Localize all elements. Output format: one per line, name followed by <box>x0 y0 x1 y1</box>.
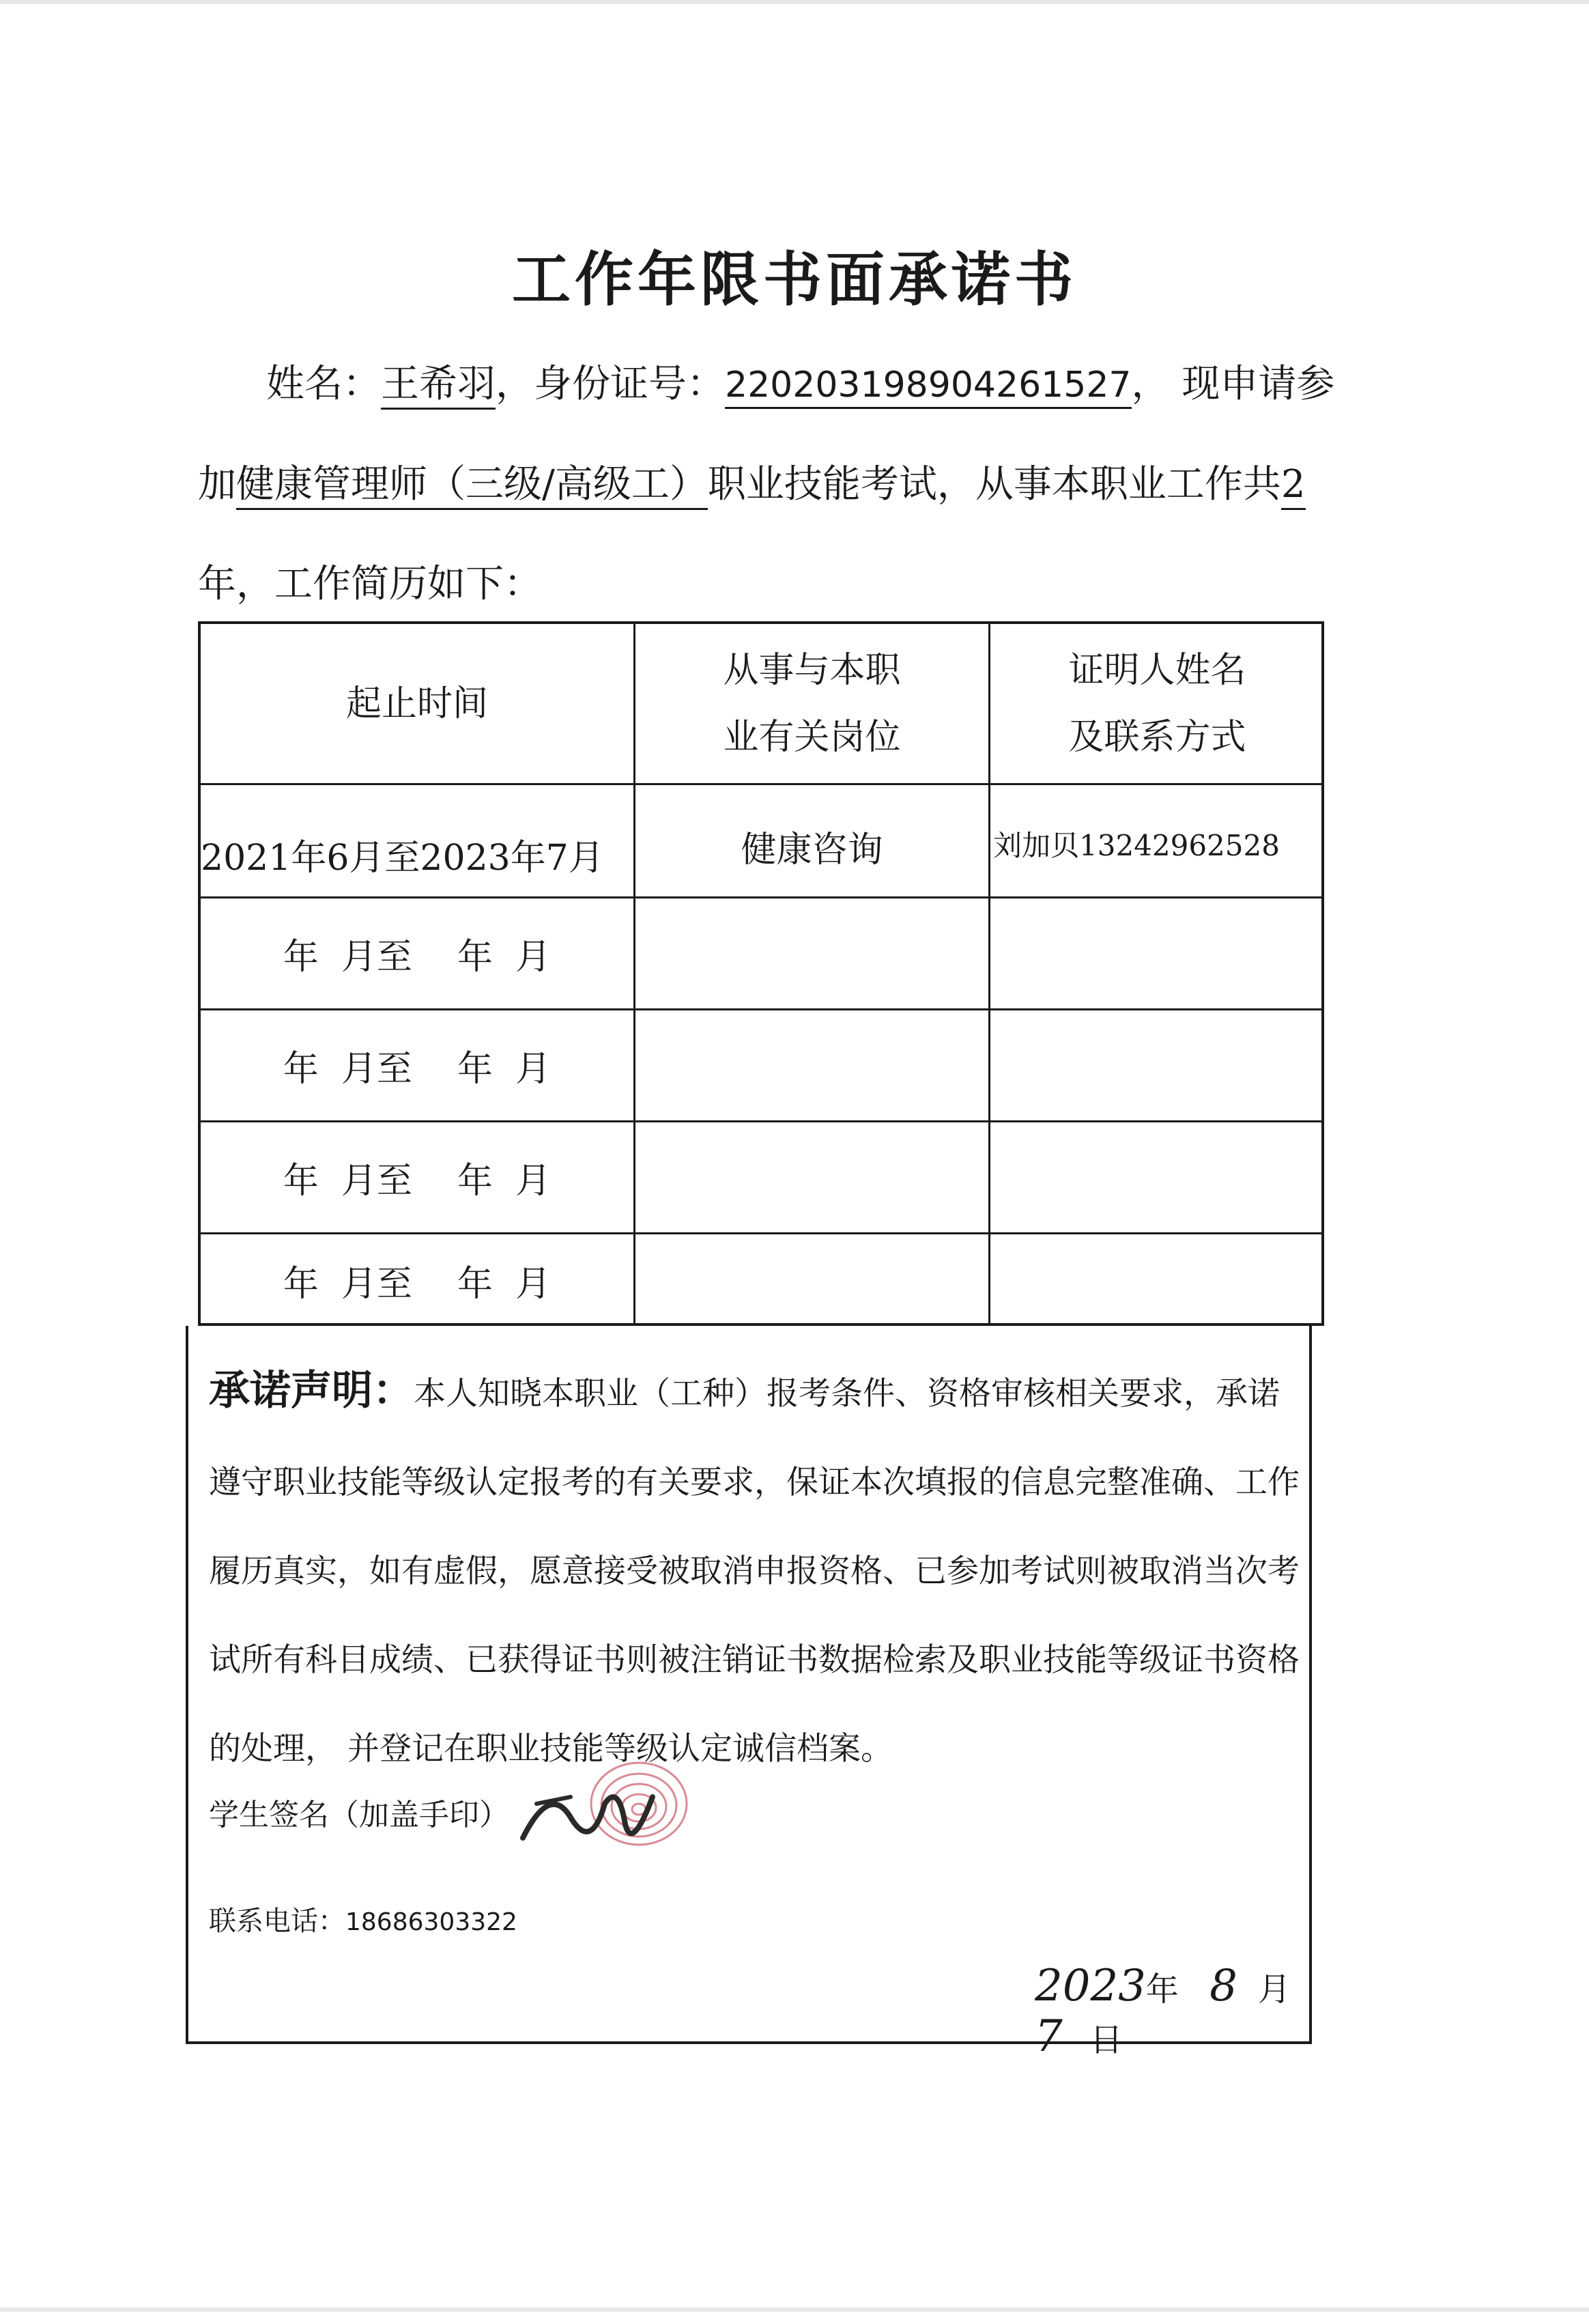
declaration-box <box>186 1326 1312 2062</box>
phone-line <box>209 1899 517 1938</box>
period-cell: 年 月至 年 月 <box>201 1234 635 1326</box>
date-day-label: 日 <box>1089 2021 1123 2059</box>
date-month: 8 <box>1209 1961 1237 2011</box>
header-position: 从事与本职业有关岗位 <box>635 624 990 783</box>
date-year-label: 年 <box>1145 1970 1179 2009</box>
witness-cell <box>990 1010 1324 1120</box>
witness-cell: 刘加贝13242962528 <box>993 829 1280 862</box>
position-cell <box>635 1010 990 1120</box>
phone-label: 联系电话： <box>209 1905 345 1937</box>
exam-text: 职业技能考试，从事本职业工作共 <box>707 462 1281 507</box>
period-cell: 年 月至 年 月 <box>201 1122 635 1232</box>
table-header-row <box>201 624 1321 785</box>
years-value: 2 <box>1281 462 1306 510</box>
apply-text: ， 现申请参加 <box>198 362 1335 507</box>
table-row <box>201 785 1321 898</box>
position-cell: 健康咨询 <box>635 785 990 896</box>
declaration-heading: 承诺声明： <box>209 1367 414 1415</box>
position-cell <box>635 1234 990 1326</box>
period-cell: 年 月至 年 月 <box>201 898 635 1008</box>
scan-edge <box>0 0 1589 4</box>
signature-fingerprint-icon <box>509 1756 714 1865</box>
scan-edge <box>0 2308 1589 2312</box>
table-row <box>201 1010 1321 1122</box>
work-history-table <box>198 621 1324 1326</box>
years-tail: 年，工作简历如下： <box>198 562 542 606</box>
period-cell: 年 月至 年 月 <box>201 1010 635 1120</box>
witness-cell <box>990 1234 1324 1326</box>
phone-number: 18686303322 <box>345 1908 517 1936</box>
signature-line <box>209 1790 509 1834</box>
id-label: ，身份证号： <box>496 362 725 406</box>
name-value: 王希羽 <box>381 362 496 410</box>
date-day: 7 <box>1035 2011 1063 2062</box>
header-period: 起止时间 <box>201 624 635 783</box>
date-line <box>1035 1961 1309 2062</box>
table-row <box>201 1234 1321 1326</box>
witness-cell <box>990 1122 1324 1232</box>
declaration-text: 本人知晓本职业（工种）报考条件、资格审核相关要求，承诺遵守职业技能等级认定报考的有关要求，保证本次填报的信息完整准确、工作履历真实，如有虚假，愿意接受被取消申报资格、已参加考试则被取消当次考试所有科目成绩、已获得证书则被注销证书数据检索及职业技能等级证书资格的处理， 并登记在职业技能等级认定诚信档案。 <box>209 1375 1300 1768</box>
table-row <box>201 1122 1321 1234</box>
signature-label: 学生签名（加盖手印） <box>209 1798 509 1832</box>
position-cell <box>635 1122 990 1232</box>
occupation-value: 健康管理师（三级/高级工） <box>236 462 708 510</box>
page-title: 工作年限书面承诺书 <box>512 246 1077 314</box>
declaration-paragraph <box>209 1346 1301 1794</box>
intro-paragraph <box>198 335 1345 634</box>
date-month-label: 月 <box>1257 1970 1291 2009</box>
period-cell: 2021年6月至2023年7月 <box>201 785 635 896</box>
date-year: 2023 <box>1035 1961 1146 2011</box>
id-number: 220203198904261527 <box>725 365 1132 409</box>
header-witness: 证明人姓名及联系方式 <box>1068 649 1246 758</box>
witness-cell <box>990 898 1324 1008</box>
table-row <box>201 898 1321 1010</box>
position-cell <box>635 898 990 1008</box>
name-label: 姓名： <box>266 362 381 406</box>
